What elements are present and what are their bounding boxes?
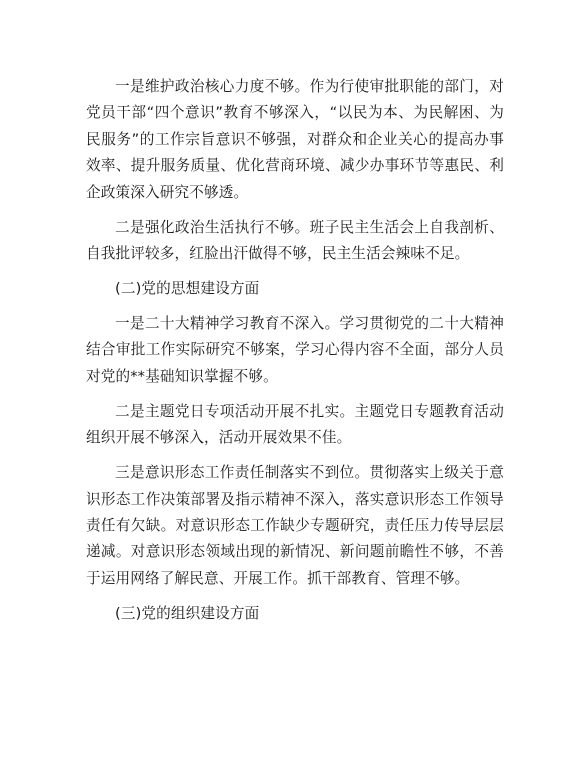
section-heading-organization: (三)党的组织建设方面 bbox=[115, 604, 260, 622]
document-body bbox=[86, 74, 504, 627]
paragraph-party-day: 二是主题党日专项活动开展不扎实。主题党日专题教育活动组织开展不够深入，活动开展效果不佳。 bbox=[86, 402, 504, 447]
paragraph-study-education: 一是二十大精神学习教育不深入。学习贯彻党的二十大精神结合审批工作实际研究不够案，学习心得内容不全面，部分人员对党的**基础知识掌握不够。 bbox=[86, 315, 504, 385]
paragraph-ideology-responsibility: 三是意识形态工作责任制落实不到位。贯彻落实上级关于意识形态工作决策部署及指示精神不深入，落实意识形态工作领导责任有欠缺。对意识形态工作缺少专题研究，责任压力传导层层递减。对意识形态领域出现的新情况、新问题前瞻性不够，不善于运用网络了解民意、开展工作。抓干部教育、管理不够。 bbox=[86, 464, 504, 587]
paragraph-political-life: 二是强化政治生活执行不够。班子民主生活会上自我剖析、自我批评较多，红脸出汗做得不够，民主生活会辣味不足。 bbox=[86, 218, 504, 263]
paragraph-political-core: 一是维护政治核心力度不够。作为行使审批职能的部门，对党员干部“四个意识”教育不够深入，“以民为本、为民解困、为民服务”的工作宗旨意识不够强，对群众和企业关心的提高办事效率、提升服务质量、优化营商环境、减少办事环节等惠民、利企政策深入研究不够透。 bbox=[86, 78, 504, 201]
section-heading-ideology: (二)党的思想建设方面 bbox=[115, 280, 260, 298]
